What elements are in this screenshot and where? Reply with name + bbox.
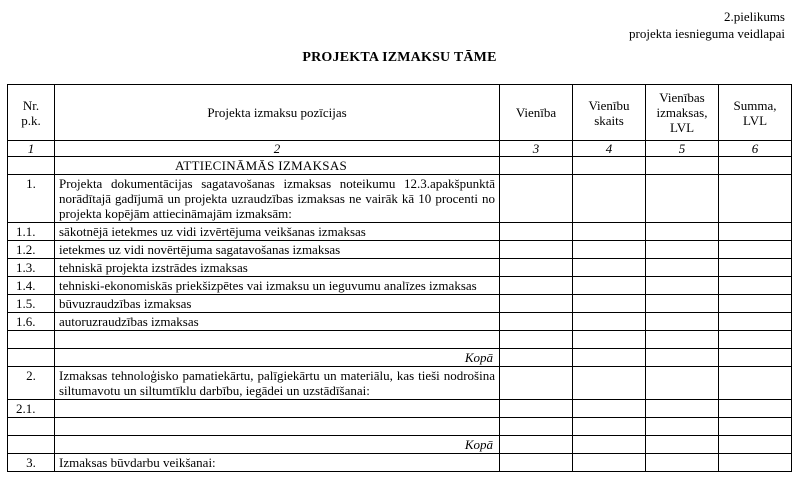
header-row — [8, 85, 792, 141]
col-number: 6 — [719, 141, 792, 157]
row-number — [8, 436, 55, 454]
row-description: Izmaksas tehnoloģisko pamatiekārtu, palīgiekārtu un materiālu, kas tieši nodrošina siltumavotu un siltumtīklu darbību, iegādei un uzstādīšanai: — [55, 367, 500, 400]
row-description: tehniski-ekonomiskās priekšizpētes vai izmaksu un ieguvumu analīzes izmaksas — [55, 277, 500, 295]
table-row — [8, 175, 792, 223]
header-unit: Vienība — [500, 85, 573, 141]
row-number: 2. — [8, 367, 55, 400]
subtotal-label: Kopā — [55, 349, 500, 367]
col-number: 2 — [55, 141, 500, 157]
row-number: 1.5. — [8, 295, 55, 313]
column-number-row — [8, 141, 792, 157]
annex-subtitle: projekta iesnieguma veidlapai — [629, 26, 785, 41]
header-qty: Vienību skaits — [573, 85, 646, 141]
row-description: tehniskā projekta izstrādes izmaksas — [55, 259, 500, 277]
row-description — [55, 400, 500, 418]
annex-note — [629, 8, 785, 42]
header-unit-cost: Vienības izmaksas, LVL — [646, 85, 719, 141]
document-title: PROJEKTA IZMAKSU TĀME — [302, 50, 497, 65]
table-row — [8, 223, 792, 241]
row-number: 2.1. — [8, 400, 55, 418]
col-number: 5 — [646, 141, 719, 157]
row-number: 1.4. — [8, 277, 55, 295]
table-row — [8, 277, 792, 295]
annex-number: 2.pielikums — [723, 9, 785, 24]
row-number — [8, 331, 55, 349]
col-number: 1 — [8, 141, 55, 157]
table-row — [8, 331, 792, 349]
cost-estimate-table — [7, 84, 792, 472]
row-number: 1.3. — [8, 259, 55, 277]
row-description: Projekta dokumentācijas sagatavošanas izmaksas noteikumu 12.3.apakšpunktā norādītajā gadījumā un projekta uzraudzības izmaksas ne vairāk kā 10 procenti no projekta kopējām attiecināmajām izmaksām: — [55, 175, 500, 223]
col-number: 3 — [500, 141, 573, 157]
row-description — [55, 331, 500, 349]
row-number: 1.2. — [8, 241, 55, 259]
subtotal-label: Kopā — [55, 436, 500, 454]
table-row — [8, 313, 792, 331]
row-number: 1.1. — [8, 223, 55, 241]
table-row — [8, 241, 792, 259]
table-row — [8, 259, 792, 277]
row-description — [55, 418, 500, 436]
table-row — [8, 418, 792, 436]
row-number — [8, 349, 55, 367]
row-number: 3. — [8, 454, 55, 472]
subtotal-row — [8, 349, 792, 367]
section-row — [8, 157, 792, 175]
table-row — [8, 295, 792, 313]
table-row — [8, 367, 792, 400]
row-description: autoruzraudzības izmaksas — [55, 313, 500, 331]
table-row — [8, 400, 792, 418]
table-row — [8, 454, 792, 472]
row-description: Izmaksas būvdarbu veikšanai: — [55, 454, 500, 472]
header-position: Projekta izmaksu pozīcijas — [55, 85, 500, 141]
row-number: 1. — [8, 175, 55, 223]
row-number: 1.6. — [8, 313, 55, 331]
row-description: būvuzraudzības izmaksas — [55, 295, 500, 313]
header-sum: Summa, LVL — [719, 85, 792, 141]
row-number — [8, 418, 55, 436]
section-title: ATTIECINĀMĀS IZMAKSAS — [55, 157, 500, 175]
row-description: sākotnējā ietekmes uz vidi izvērtējuma veikšanas izmaksas — [55, 223, 500, 241]
col-number: 4 — [573, 141, 646, 157]
row-description: ietekmes uz vidi novērtējuma sagatavošanas izmaksas — [55, 241, 500, 259]
subtotal-row — [8, 436, 792, 454]
header-nr: Nr. p.k. — [8, 85, 55, 141]
